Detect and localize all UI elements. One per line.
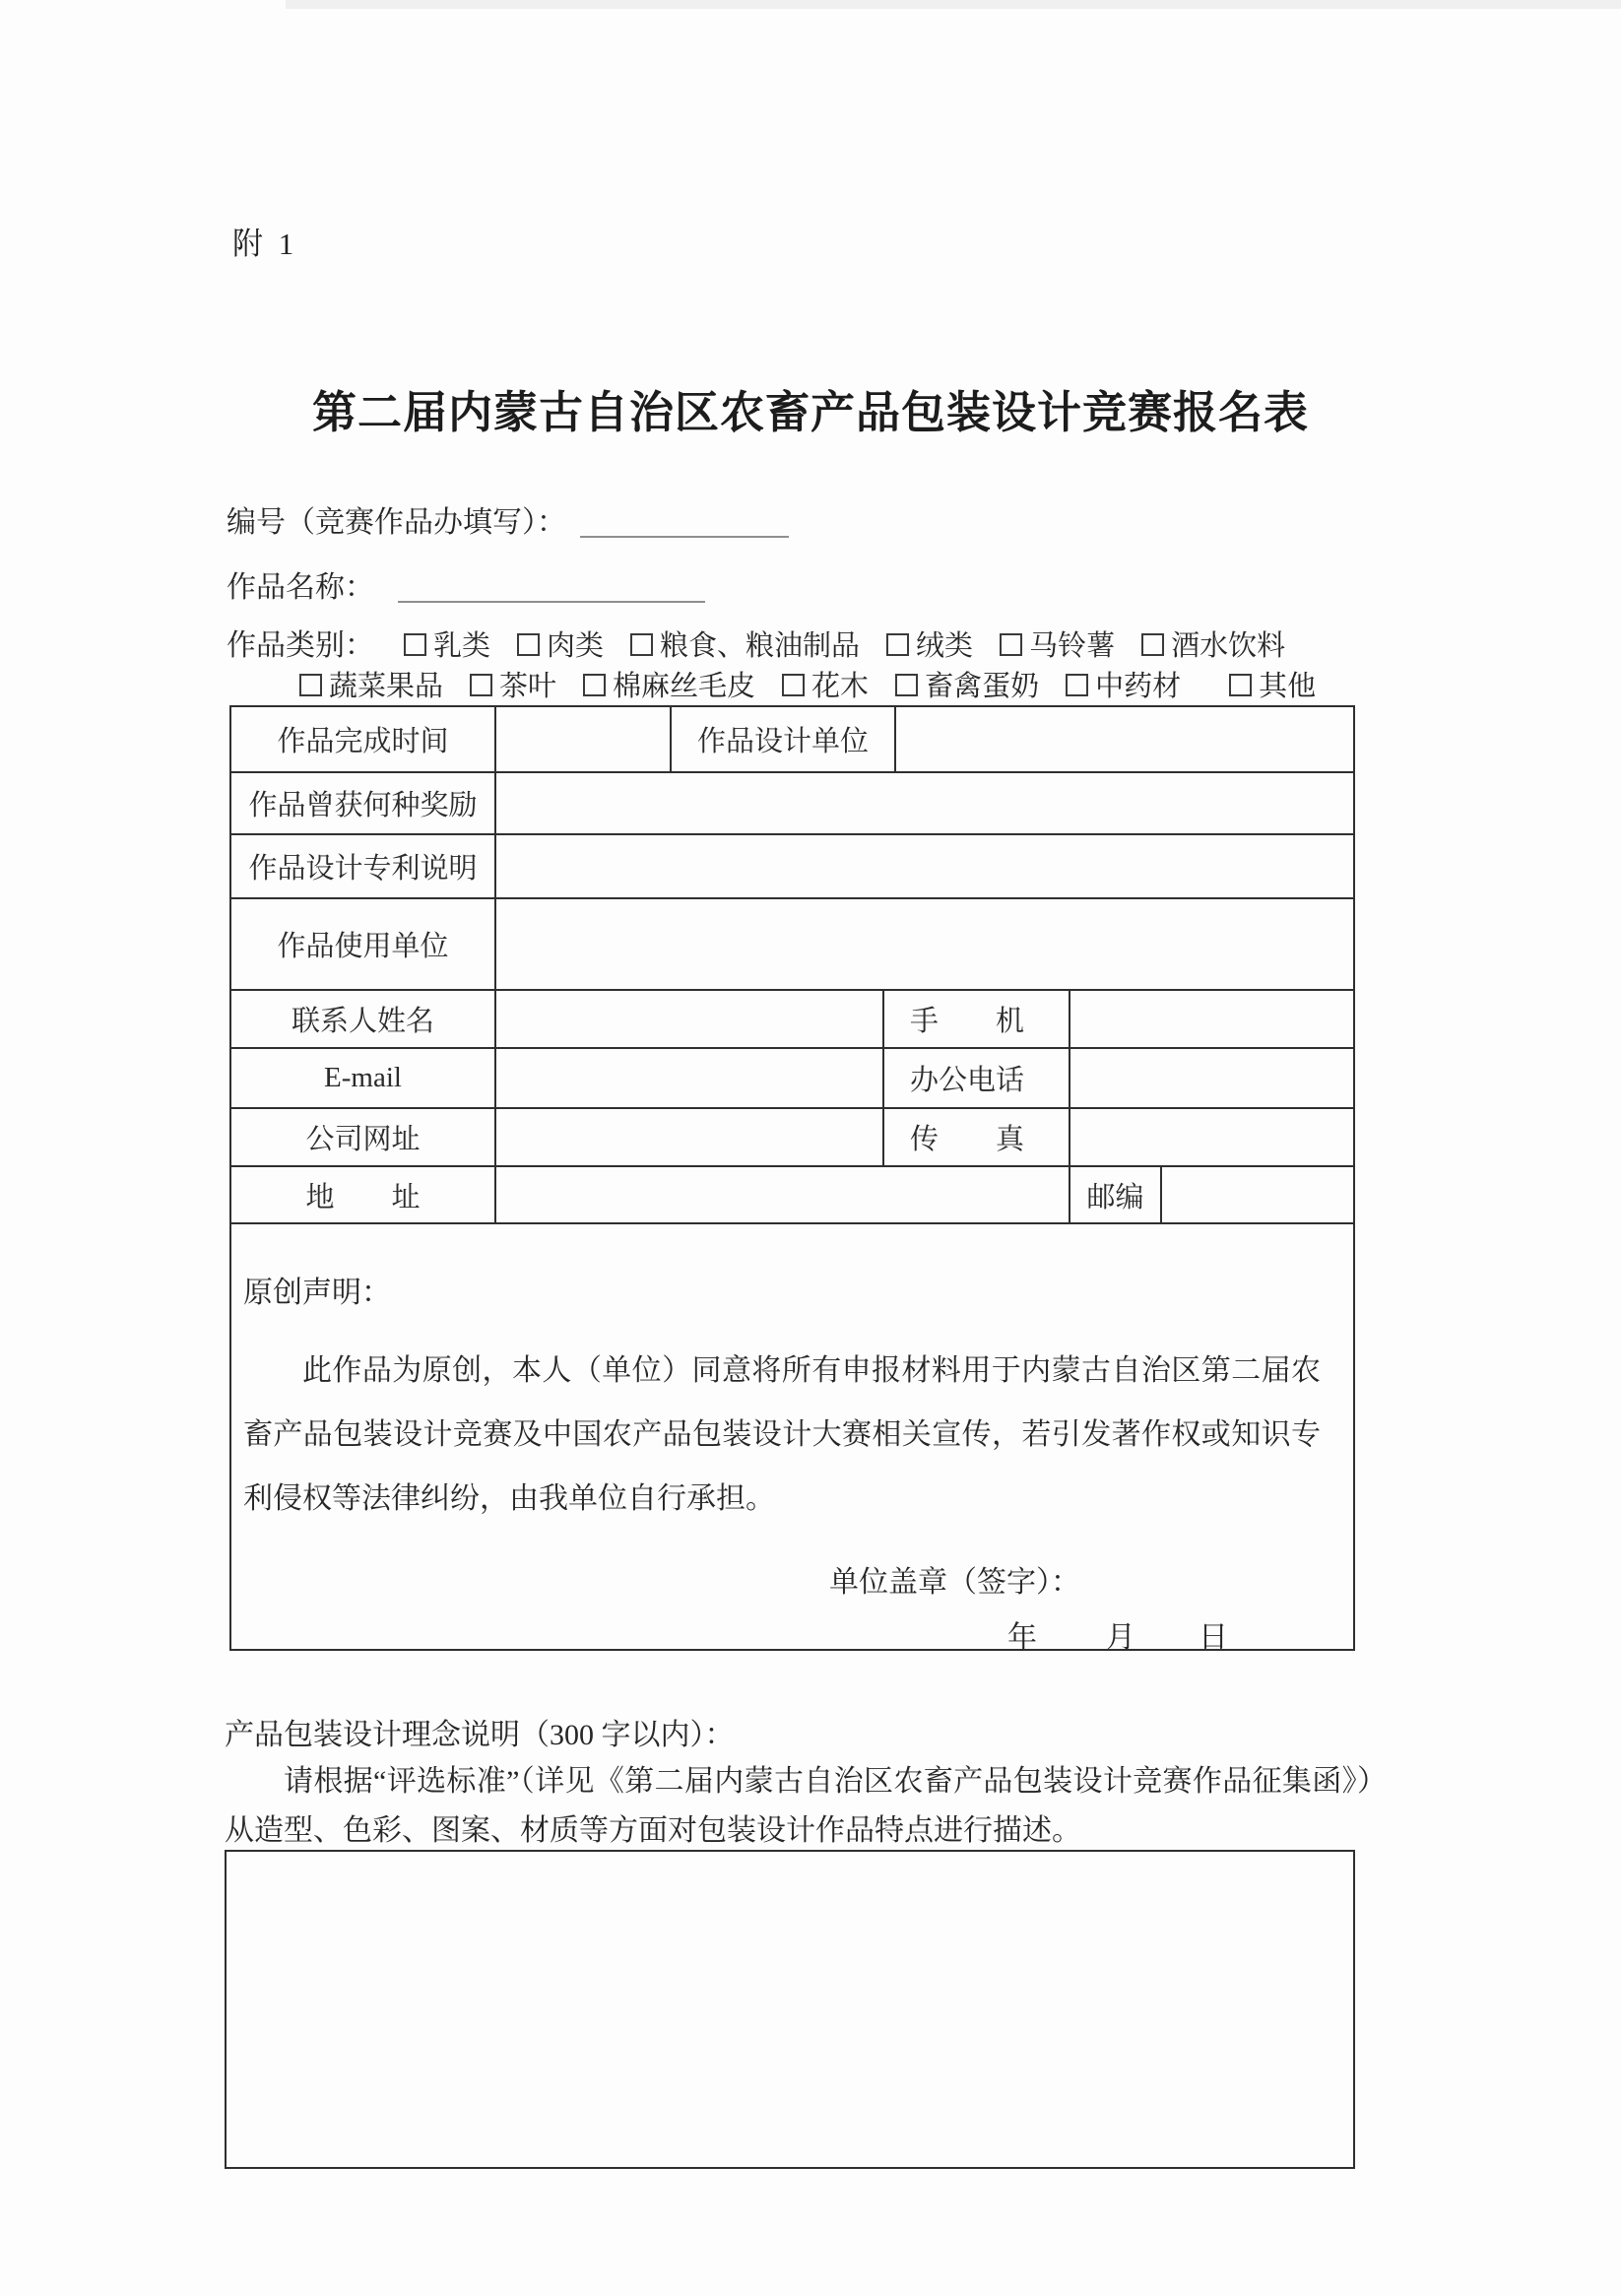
address-value-cell[interactable] xyxy=(496,1167,1070,1222)
category-row-1 xyxy=(227,621,1312,664)
entry-number-blank-field[interactable] xyxy=(580,506,789,538)
category-option-herbs xyxy=(1066,671,1181,702)
category-option-beverage xyxy=(1141,630,1285,662)
category-option-label: 茶叶 xyxy=(499,671,557,702)
checkbox-icon[interactable] xyxy=(1229,674,1252,696)
date-year-label: 年 xyxy=(1007,1621,1037,1654)
table-row-awards xyxy=(231,773,1353,835)
declaration-heading: 原创声明： xyxy=(243,1277,391,1309)
date-month-label: 月 xyxy=(1106,1621,1135,1654)
fax-value-cell[interactable] xyxy=(1070,1109,1353,1165)
design-unit-label-cell: 作品设计单位 xyxy=(672,707,896,771)
category-option-vegetable xyxy=(299,671,443,702)
concept-instructions: 请根据“评选标准”（详见《第二届内蒙古自治区农畜产品包装设计竞赛作品征集函》）从造型、色彩、图案、材质等方面对包装设计作品特点进行描述。 xyxy=(225,1765,1387,1847)
checkbox-icon[interactable] xyxy=(1000,633,1022,656)
category-option-dairy xyxy=(404,630,490,662)
table-row-address xyxy=(231,1167,1353,1224)
category-label: 作品类别： xyxy=(227,629,374,662)
category-option-label: 乳类 xyxy=(433,630,491,662)
mobile-value-cell[interactable] xyxy=(1070,991,1353,1047)
work-name-label: 作品名称： xyxy=(227,571,374,604)
category-option-label: 肉类 xyxy=(547,630,605,662)
scan-artifact-strip xyxy=(286,0,1621,9)
category-option-flower xyxy=(782,671,869,702)
category-option-cashmere xyxy=(886,630,973,662)
checkbox-icon[interactable] xyxy=(1141,633,1164,656)
email-label-cell: E-mail xyxy=(231,1049,496,1107)
contact-name-value-cell[interactable] xyxy=(496,991,884,1047)
category-option-other xyxy=(1229,671,1316,702)
concept-heading: 产品包装设计理念说明（300 字以内）： xyxy=(225,1719,735,1751)
contact-name-label-cell: 联系人姓名 xyxy=(231,991,496,1047)
category-option-label: 其他 xyxy=(1259,671,1317,702)
completion-time-label-cell: 作品完成时间 xyxy=(231,707,496,771)
office-phone-label-cell: 办公电话 xyxy=(884,1049,1070,1107)
user-unit-label-cell: 作品使用单位 xyxy=(231,899,496,989)
entry-number-row xyxy=(227,497,789,541)
checkbox-icon[interactable] xyxy=(517,633,540,656)
concept-text-box[interactable] xyxy=(225,1850,1355,2169)
website-label-cell: 公司网址 xyxy=(231,1109,496,1165)
category-option-cotton xyxy=(583,671,755,702)
table-row-patent xyxy=(231,835,1353,899)
postcode-value-cell[interactable] xyxy=(1162,1167,1353,1222)
category-option-label: 中药材 xyxy=(1095,671,1182,702)
category-option-meat xyxy=(517,630,604,662)
email-value-cell[interactable] xyxy=(496,1049,884,1107)
completion-time-value-cell[interactable] xyxy=(496,707,672,771)
design-unit-value-cell[interactable] xyxy=(896,707,1353,771)
category-option-label: 花木 xyxy=(811,671,870,702)
table-row-website xyxy=(231,1109,1353,1167)
checkbox-icon[interactable] xyxy=(895,674,918,696)
category-option-label: 蔬菜果品 xyxy=(329,671,444,702)
category-option-label: 畜禽蛋奶 xyxy=(925,671,1040,702)
patent-label-cell: 作品设计专利说明 xyxy=(231,835,496,897)
awards-label-cell: 作品曾获何种奖励 xyxy=(231,773,496,833)
category-row-2 xyxy=(299,664,1342,704)
checkbox-icon[interactable] xyxy=(782,674,805,696)
fax-label-cell: 传 真 xyxy=(884,1109,1070,1165)
declaration-section xyxy=(231,1224,1353,1654)
entry-number-label: 编号（竞赛作品办填写）： xyxy=(227,506,566,539)
postcode-label-cell: 邮编 xyxy=(1070,1167,1162,1222)
user-unit-value-cell[interactable] xyxy=(496,899,1353,989)
checkbox-icon[interactable] xyxy=(1066,674,1088,696)
work-name-blank-field[interactable] xyxy=(398,571,705,603)
office-phone-value-cell[interactable] xyxy=(1070,1049,1353,1107)
category-option-label: 马铃薯 xyxy=(1029,630,1116,662)
mobile-label-cell: 手 机 xyxy=(884,991,1070,1047)
category-option-potato xyxy=(1000,630,1115,662)
checkbox-icon[interactable] xyxy=(630,633,653,656)
table-row-user-unit xyxy=(231,899,1353,991)
table-row-contact xyxy=(231,991,1353,1049)
table-row-email xyxy=(231,1049,1353,1109)
patent-value-cell[interactable] xyxy=(496,835,1353,897)
seal-signature-label: 单位盖章（签字）： xyxy=(829,1566,1080,1599)
category-option-label: 粮食、粮油制品 xyxy=(660,630,861,662)
category-option-label: 酒水饮料 xyxy=(1171,630,1286,662)
checkbox-icon[interactable] xyxy=(404,633,426,656)
category-option-livestock xyxy=(895,671,1039,702)
checkbox-icon[interactable] xyxy=(886,633,909,656)
attachment-label: 附 1 xyxy=(232,227,298,261)
date-day-label: 日 xyxy=(1199,1621,1228,1654)
category-option-label: 绒类 xyxy=(916,630,974,662)
category-option-tea xyxy=(470,671,556,702)
form-title: 第二届内蒙古自治区农畜产品包装设计竞赛报名表 xyxy=(311,387,1309,437)
awards-value-cell[interactable] xyxy=(496,773,1353,833)
declaration-body: 此作品为原创，本人（单位）同意将所有申报材料用于内蒙古自治区第二届农畜产品包装设计竞赛及中国农产品包装设计大赛相关宣传，若引发著作权或知识专利侵权等法律纠纷，由我单位自行承担。 xyxy=(243,1354,1321,1515)
address-label-cell: 地 址 xyxy=(231,1167,496,1222)
table-row-completion-time xyxy=(231,707,1353,773)
checkbox-icon[interactable] xyxy=(299,674,322,696)
form-table xyxy=(229,705,1355,1654)
category-option-label: 棉麻丝毛皮 xyxy=(613,671,756,702)
website-value-cell[interactable] xyxy=(496,1109,884,1165)
work-name-row xyxy=(227,562,705,606)
category-option-grain xyxy=(630,630,860,662)
checkbox-icon[interactable] xyxy=(470,674,492,696)
checkbox-icon[interactable] xyxy=(583,674,606,696)
